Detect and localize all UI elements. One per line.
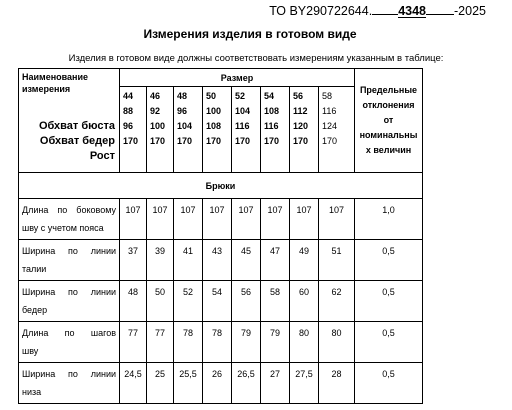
table-cell: 78 xyxy=(174,322,203,363)
header-tolerance xyxy=(355,69,423,173)
row-label-line: Длина по шагов xyxy=(22,328,116,338)
size-value: 50 xyxy=(206,91,217,101)
size-value: 170 xyxy=(322,136,338,146)
size-value: 56 xyxy=(293,91,304,101)
size-column-header xyxy=(319,87,355,173)
size-value: 104 xyxy=(177,121,193,131)
table-cell: 43 xyxy=(203,240,232,281)
table-row xyxy=(19,363,423,404)
size-value: 92 xyxy=(150,106,161,116)
table-cell: 49 xyxy=(290,240,319,281)
size-value: 108 xyxy=(206,121,222,131)
table-cell: 27,5 xyxy=(290,363,319,404)
size-value: 170 xyxy=(123,136,139,146)
row-label-line: Длина по боковому xyxy=(22,205,116,215)
row-label xyxy=(19,199,120,240)
table-cell: 62 xyxy=(319,281,355,322)
size-value: 170 xyxy=(293,136,309,146)
row-label xyxy=(19,322,120,363)
size-value: 44 xyxy=(123,91,134,101)
table-cell: 52 xyxy=(174,281,203,322)
tolerance-cell: 0,5 xyxy=(355,322,423,363)
table-cell: 48 xyxy=(120,281,147,322)
table-cell: 26 xyxy=(203,363,232,404)
tolerance-cell: 0,5 xyxy=(355,240,423,281)
table-cell: 107 xyxy=(147,199,174,240)
size-value: 170 xyxy=(235,136,251,146)
table-cell: 25,5 xyxy=(174,363,203,404)
table-cell: 77 xyxy=(120,322,147,363)
table-cell: 80 xyxy=(319,322,355,363)
size-value: 100 xyxy=(150,121,166,131)
table-row xyxy=(19,322,423,363)
table-row xyxy=(19,199,423,240)
table-cell: 25 xyxy=(147,363,174,404)
size-value: 170 xyxy=(206,136,222,146)
tolerance-cell: 0,5 xyxy=(355,363,423,404)
size-parameters xyxy=(39,119,115,164)
row-label-line: шву xyxy=(22,346,39,356)
table-cell: 107 xyxy=(290,199,319,240)
row-label xyxy=(19,240,120,281)
size-value: 170 xyxy=(150,136,166,146)
header-name-line: Наименование xyxy=(22,72,89,82)
size-value: 108 xyxy=(264,106,280,116)
table-cell: 60 xyxy=(290,281,319,322)
table-cell: 50 xyxy=(147,281,174,322)
table-cell: 107 xyxy=(120,199,147,240)
table-cell: 47 xyxy=(261,240,290,281)
row-label-line: Ширина по линии xyxy=(22,246,116,256)
table-cell: 58 xyxy=(261,281,290,322)
intro-text: Изделия в готовом виде должны соответствовать измерениям указанным в таблице: xyxy=(68,53,444,64)
size-value: 112 xyxy=(293,106,308,116)
row-label-line: талии xyxy=(22,264,47,274)
size-value: 170 xyxy=(177,136,193,146)
table-cell: 45 xyxy=(232,240,261,281)
table-cell: 107 xyxy=(232,199,261,240)
table-cell: 37 xyxy=(120,240,147,281)
tolerance-line: х величин xyxy=(365,145,412,155)
size-column-header xyxy=(232,87,261,173)
tolerance-line: номинальны xyxy=(359,130,418,140)
document-number: 4348 xyxy=(398,4,427,18)
header-size: Размер xyxy=(120,69,355,87)
table-cell: 107 xyxy=(261,199,290,240)
size-value: 116 xyxy=(235,121,250,131)
document-code-prefix: ТО BY290722644. xyxy=(269,4,373,18)
size-value: 116 xyxy=(322,106,337,116)
size-column-header xyxy=(203,87,232,173)
size-column-header xyxy=(174,87,203,173)
row-label xyxy=(19,281,120,322)
table-cell: 78 xyxy=(203,322,232,363)
table-cell: 24,5 xyxy=(120,363,147,404)
row-label-line: низа xyxy=(22,387,42,397)
table-cell: 77 xyxy=(147,322,174,363)
table-cell: 79 xyxy=(232,322,261,363)
table-cell: 107 xyxy=(203,199,232,240)
size-value: 170 xyxy=(264,136,280,146)
tolerance-cell: 0,5 xyxy=(355,281,423,322)
document-code xyxy=(269,4,486,18)
size-column-header xyxy=(120,87,147,173)
table-cell: 107 xyxy=(174,199,203,240)
table-cell: 79 xyxy=(261,322,290,363)
size-value: 116 xyxy=(264,121,279,131)
blank-line xyxy=(426,14,454,15)
tolerance-line: отклонения xyxy=(362,100,415,110)
table-cell: 27 xyxy=(261,363,290,404)
row-label xyxy=(19,363,120,404)
header-measurement-name xyxy=(19,69,120,173)
size-value: 46 xyxy=(150,91,161,101)
size-value: 52 xyxy=(235,91,246,101)
measurements-table xyxy=(18,68,423,404)
size-value: 124 xyxy=(322,121,338,131)
table-row xyxy=(19,240,423,281)
table-cell: 80 xyxy=(290,322,319,363)
table-cell: 39 xyxy=(147,240,174,281)
size-value: 104 xyxy=(235,106,251,116)
table-cell: 28 xyxy=(319,363,355,404)
tolerance-line: Предельные xyxy=(359,85,418,95)
blank-line xyxy=(372,14,398,15)
size-value: 100 xyxy=(206,106,222,116)
size-value: 96 xyxy=(123,121,134,131)
param-label-height: Рост xyxy=(89,150,115,162)
param-label-hips: Обхват бедер xyxy=(39,135,115,147)
size-value: 120 xyxy=(293,121,309,131)
size-value: 48 xyxy=(177,91,188,101)
row-label-line: шву с учетом пояса xyxy=(22,223,104,233)
table-cell: 51 xyxy=(319,240,355,281)
param-label-bust: Обхват бюста xyxy=(38,120,115,132)
section-header: Брюки xyxy=(19,173,423,199)
tolerance-line: от xyxy=(383,115,394,125)
row-label-line: Ширина по линии xyxy=(22,287,116,297)
size-value: 96 xyxy=(177,106,188,116)
size-column-header xyxy=(261,87,290,173)
size-value: 54 xyxy=(264,91,275,101)
tolerance-cell: 1,0 xyxy=(355,199,423,240)
header-name-line: измерения xyxy=(22,84,71,94)
size-value: 58 xyxy=(322,91,333,101)
size-column-header xyxy=(290,87,319,173)
table-cell: 107 xyxy=(319,199,355,240)
document-year: -2025 xyxy=(454,4,486,18)
row-label-line: Ширина по линии xyxy=(22,369,116,379)
row-label-line: бедер xyxy=(22,305,48,315)
size-column-header xyxy=(147,87,174,173)
table-cell: 54 xyxy=(203,281,232,322)
document-title: Измерения изделия в готовом виде xyxy=(143,27,357,41)
table-cell: 26,5 xyxy=(232,363,261,404)
table-row xyxy=(19,281,423,322)
table-cell: 41 xyxy=(174,240,203,281)
size-value: 88 xyxy=(123,106,134,116)
table-cell: 56 xyxy=(232,281,261,322)
